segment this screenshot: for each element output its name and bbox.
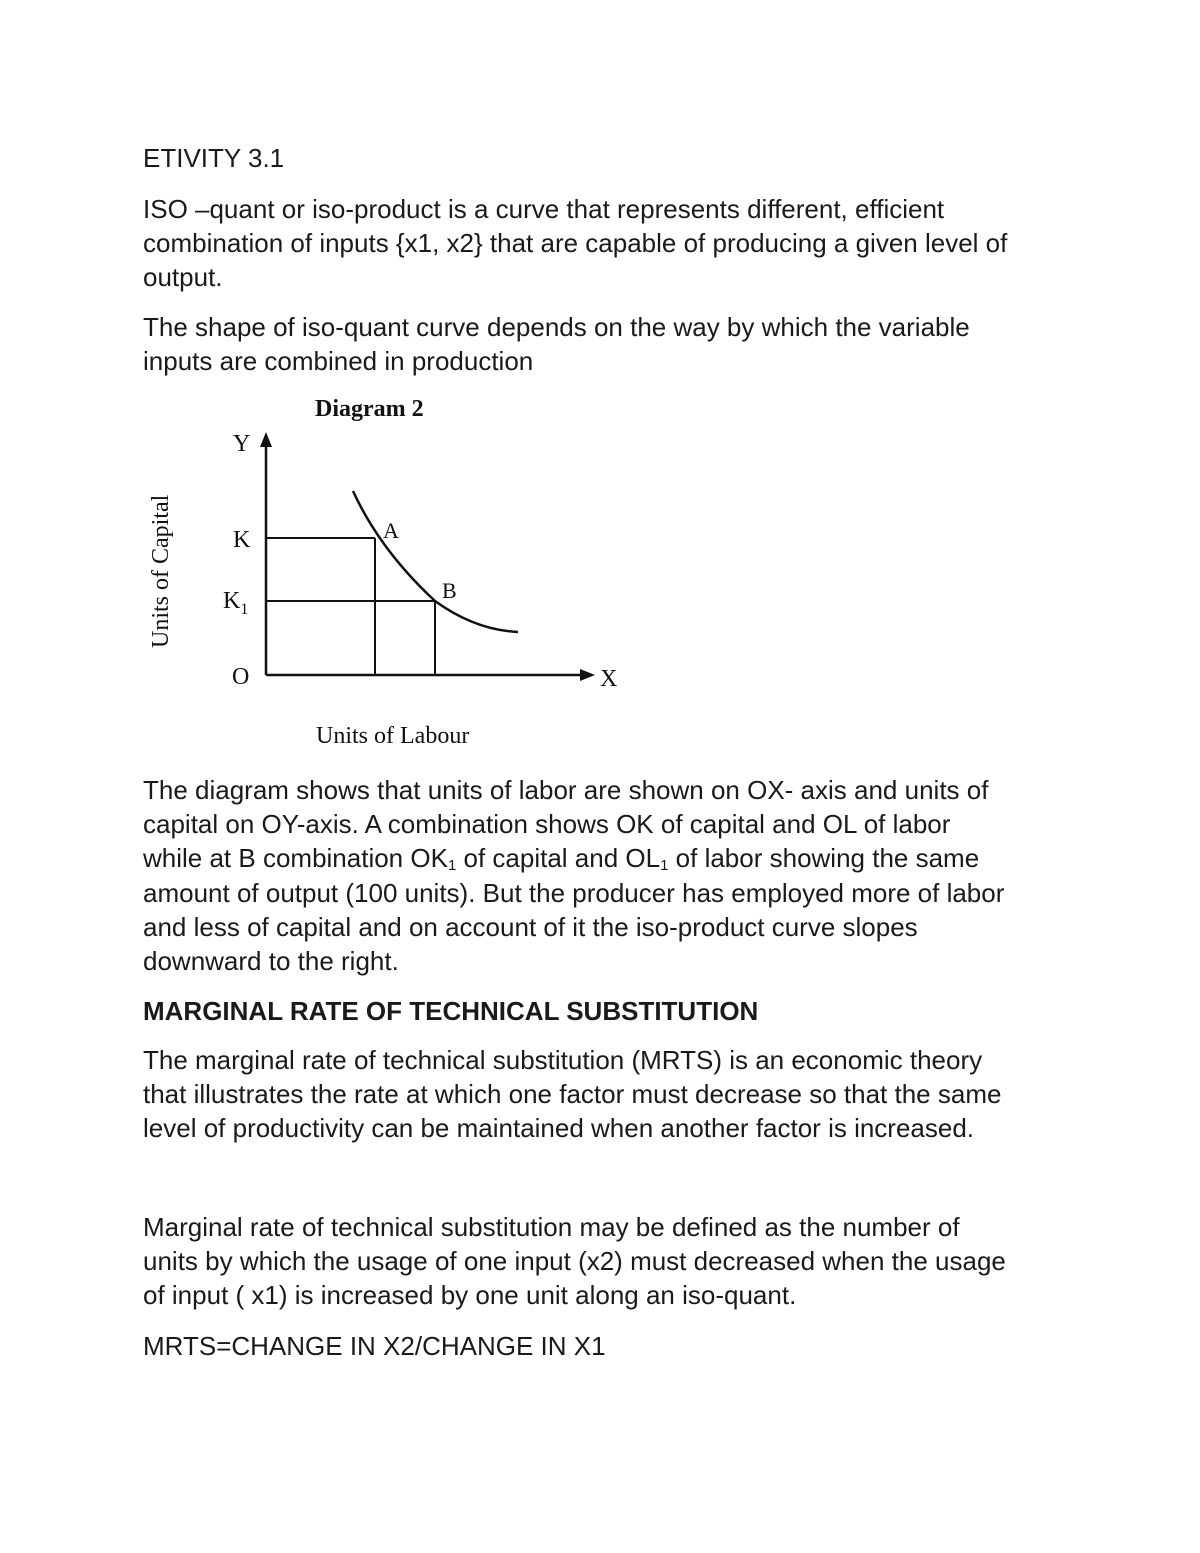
para3-line2: capital on OY-axis. A combination shows OK of capital and OL of labor <box>143 809 951 839</box>
para3-line5: and less of capital and on account of it the iso-product curve slopes <box>143 912 918 942</box>
para4-line1: The marginal rate of technical substitution (MRTS) is an economic theory <box>143 1045 983 1075</box>
point-b-label: B <box>442 578 457 603</box>
para1-line1: ISO –quant or iso-product is a curve that represents different, efficient <box>143 194 945 224</box>
origin-label: O <box>232 664 250 690</box>
para3-line6: downward to the right. <box>143 946 399 976</box>
para3-line1: The diagram shows that units of labor are shown on OX- axis and units of <box>143 775 989 805</box>
x-axis-letter: X <box>600 666 618 692</box>
para1-line3: output. <box>143 262 223 292</box>
para1-line2: combination of inputs {x1, x2} that are capable of producing a given level of <box>143 228 1008 258</box>
activity-heading: ETIVITY 3.1 <box>143 143 285 173</box>
isoquant-diagram <box>130 385 650 765</box>
x-axis-arrow <box>580 669 595 681</box>
x-axis-title: Units of Labour <box>316 723 470 749</box>
para3-line4: amount of output (100 units). But the producer has employed more of labor <box>143 878 1005 908</box>
mrts-heading: MARGINAL RATE OF TECHNICAL SUBSTITUTION <box>143 996 759 1026</box>
y-axis-title: Units of Capital <box>148 494 174 648</box>
para5-line1: Marginal rate of technical substitution may be defined as the number of <box>143 1212 960 1242</box>
y-axis-arrow <box>260 432 272 447</box>
k1-label: $K_1$ <box>223 588 249 618</box>
k-label: K <box>233 527 251 553</box>
y-axis-letter: Y <box>233 431 251 457</box>
para4-line2: that illustrates the rate at which one factor must decrease so that the same <box>143 1079 1002 1109</box>
para4-line3: level of productivity can be maintained when another factor is increased. <box>143 1113 975 1143</box>
point-a-label: A <box>383 518 399 543</box>
diagram-title: Diagram 2 <box>315 396 424 422</box>
para5-line2: units by which the usage of one input (x2) must decreased when the usage <box>143 1246 1006 1276</box>
para2-line1: The shape of iso-quant curve depends on the way by which the variable <box>143 312 970 342</box>
mrts-formula: MRTS=CHANGE IN X2/CHANGE IN X1 <box>143 1331 606 1361</box>
para5-line3: of input ( x1) is increased by one unit along an iso-quant. <box>143 1280 797 1310</box>
para3-line3: while at B combination $OK_1$ of capital and $OL_1$ of labor showing the same <box>143 843 980 874</box>
para2-line2: inputs are combined in production <box>143 346 534 376</box>
